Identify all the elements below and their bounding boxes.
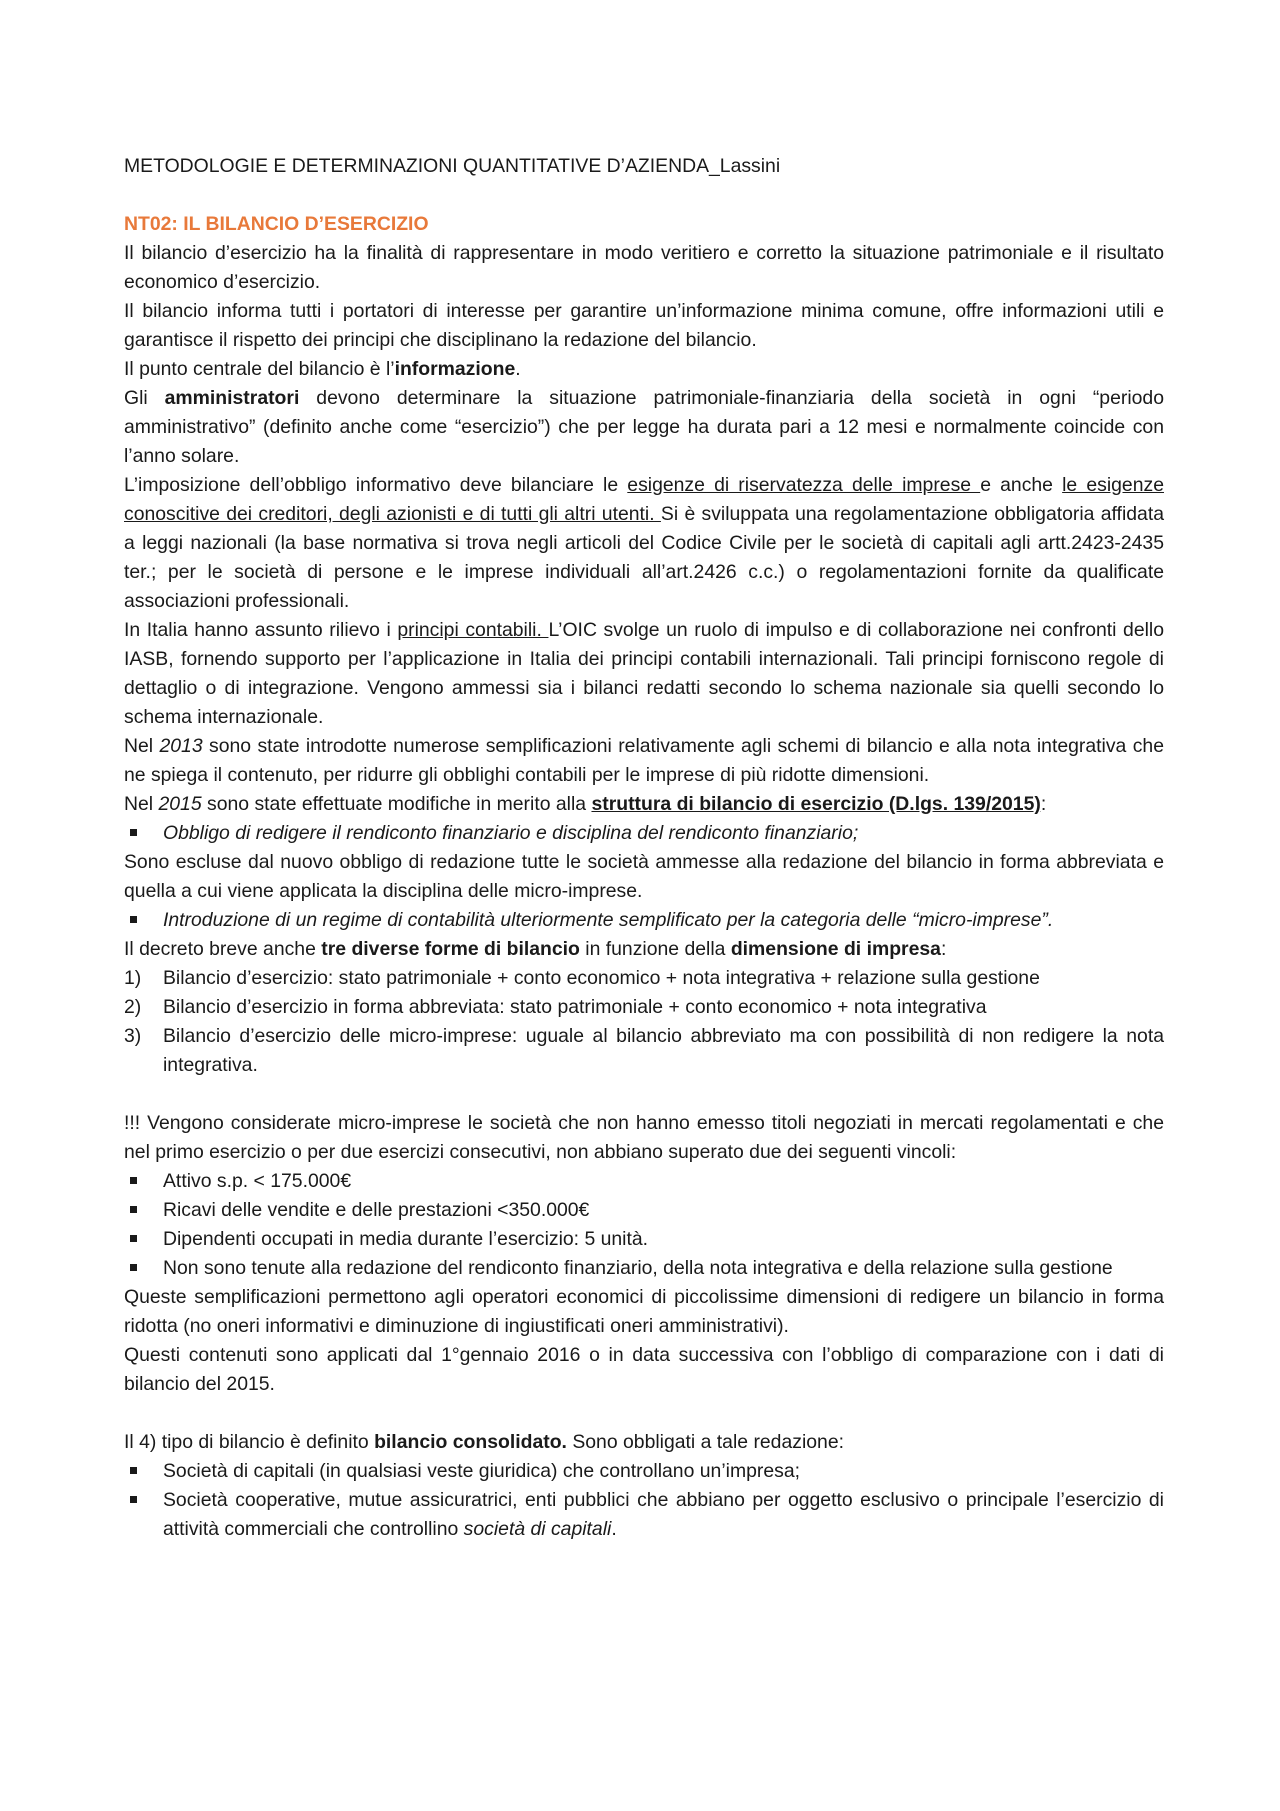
- paragraph-consolidato: Il 4) tipo di bilancio è definito bilancio consolidato. Sono obbligati a tale redazione:: [124, 1431, 844, 1453]
- paragraph-punto-centrale: Il punto centrale del bilancio è l’informazione.: [124, 358, 521, 380]
- list-item: Non sono tenute alla redazione del rendiconto finanziario, della nota integrativa e della relazione sulla gestione: [124, 1254, 1164, 1283]
- paragraph-amministratori: Gli amministratori devono determinare la situazione patrimoniale-finanziaria della società in ogni “periodo amministrativo” (definito anche come “esercizio”) che per legge ha durata pari a 12 mesi e normalmente coincide con l’anno solare.: [124, 387, 1164, 467]
- paragraph-2015: Nel 2015 sono state effettuate modifiche in merito alla struttura di bilancio di esercizio (D.lgs. 139/2015):: [124, 793, 1047, 815]
- list-item: 2) Bilancio d’esercizio in forma abbreviata: stato patrimoniale + conto economico + nota integrativa: [124, 996, 987, 1018]
- list-item: Società cooperative, mutue assicuratrici, enti pubblici che abbiano per oggetto esclusivo o principale l’esercizio di attività commerciali che controllino società di capitali.: [124, 1486, 1164, 1544]
- year-2013: 2013: [159, 735, 203, 757]
- bullet-list-vincoli: [124, 1167, 1164, 1283]
- list-item: 1) Bilancio d’esercizio: stato patrimoniale + conto economico + nota integrativa + relazione sulla gestione: [124, 967, 1040, 989]
- bullet-list-2015-b: [124, 906, 1164, 935]
- paragraph-escluse: Sono escluse dal nuovo obbligo di redazione tutte le società ammesse alla redazione del bilancio in forma abbreviata e quella a cui viene applicata la disciplina delle micro-imprese.: [124, 851, 1164, 902]
- paragraph-principi-contabili: In Italia hanno assunto rilievo i principi contabili. L’OIC svolge un ruolo di impulso e di collaborazione nei confronti dello IASB, fornendo supporto per l’applicazione in Italia dei principi contabili internazionali. Tali principi forniscono regole di dettaglio o di integrazione. Vengono ammessi sia i bilanci redatti secondo lo schema nazionale sia quelli secondo lo schema internazionale.: [124, 619, 1165, 728]
- underlined-esigenze-conoscitive: le esigenze conoscitive dei creditori, degli azionisti e di tutti gli altri utenti.: [124, 474, 1164, 525]
- paragraph-informa: Il bilancio informa tutti i portatori di interesse per garantire un’informazione minima comune, offre informazioni utili e garantisce il rispetto dei principi che disciplinano la redazione del bilancio.: [124, 300, 1164, 351]
- paragraph-2013: Nel 2013 sono state introdotte numerose semplificazioni relativamente agli schemi di bilancio e alla nota integrativa che ne spiega il contenuto, per ridurre gli obblighi contabili per le imprese di più ridotte dimensioni.: [124, 735, 1164, 786]
- paragraph-semplificazioni: Queste semplificazioni permettono agli operatori economici di piccolissime dimensioni di redigere un bilancio in forma ridotta (no oneri informativi e diminuzione di ingiustificati oneri amministrativi).: [124, 1286, 1164, 1337]
- bullet-list-obbligati: [124, 1457, 1164, 1544]
- list-item: Obbligo di redigere il rendiconto finanziario e disciplina del rendiconto finanziario;: [124, 819, 1164, 848]
- list-item: Ricavi delle vendite e delle prestazioni <350.000€: [124, 1196, 1164, 1225]
- list-item: Attivo s.p. < 175.000€: [124, 1167, 1164, 1196]
- list-item: 3) Bilancio d’esercizio delle micro-imprese: uguale al bilancio abbreviato ma con possibilità di non redigere la nota integrativa.: [124, 1025, 1164, 1076]
- year-2015: 2015: [158, 793, 202, 815]
- list-item: Introduzione di un regime di contabilità ulteriormente semplificato per la categoria delle “micro-imprese”.: [124, 906, 1164, 935]
- numbered-list-forme: [124, 964, 1164, 1080]
- document-header: METODOLOGIE E DETERMINAZIONI QUANTITATIVE D’AZIENDA_Lassini: [124, 155, 781, 177]
- paragraph-tre-forme: Il decreto breve anche tre diverse forme di bilancio in funzione della dimensione di impresa:: [124, 938, 947, 960]
- paragraph-finalita: Il bilancio d’esercizio ha la finalità di rappresentare in modo veritiero e corretto la situazione patrimoniale e il risultato economico d’esercizio.: [124, 242, 1164, 293]
- underlined-principi-contabili: principi contabili.: [397, 619, 549, 641]
- list-item: Dipendenti occupati in media durante l’esercizio: 5 unità.: [124, 1225, 1164, 1254]
- bullet-list-2015-a: [124, 819, 1164, 848]
- list-item: Società di capitali (in qualsiasi veste giuridica) che controllano un’impresa;: [124, 1457, 1164, 1486]
- keyword-informazione: informazione: [394, 358, 516, 380]
- keyword-dimensione-impresa: dimensione di impresa: [730, 938, 941, 960]
- section-title: NT02: IL BILANCIO D’ESERCIZIO: [124, 213, 429, 235]
- document-page: [124, 152, 1164, 1544]
- paragraph-applicazione: Questi contenuti sono applicati dal 1°gennaio 2016 o in data successiva con l’obbligo di comparazione con i dati di bilancio del 2015.: [124, 1344, 1164, 1395]
- paragraph-obbligo-informativo: L’imposizione dell’obbligo informativo deve bilanciare le esigenze di riservatezza delle imprese e anche le esigenze conoscitive dei creditori, degli azionisti e di tutti gli altri utenti. Si è sviluppata una regolamentazione obbligatoria affidata a leggi nazionali (la base normativa si trova negli articoli del Codice Civile per le società di capitali agli artt.2423-2435 ter.; per le società di persone e le imprese individuali all’art.2426 c.c.) o regolamentazioni fornite da qualificate associazioni professionali.: [124, 474, 1164, 612]
- keyword-tre-forme: tre diverse forme di bilancio: [321, 938, 580, 960]
- keyword-bilancio-consolidato: bilancio consolidato.: [374, 1431, 567, 1453]
- paragraph-micro-imprese: !!! Vengono considerate micro-imprese le società che non hanno emesso titoli negoziati in mercati regolamentati e che nel primo esercizio o per due esercizi consecutivi, non abbiano superato due dei seguenti vincoli:: [124, 1112, 1164, 1163]
- underlined-riservatezza: esigenze di riservatezza delle imprese: [627, 474, 981, 496]
- keyword-amministratori: amministratori: [164, 387, 300, 409]
- keyword-struttura-bilancio: struttura di bilancio di esercizio (D.lgs. 139/2015): [591, 793, 1041, 815]
